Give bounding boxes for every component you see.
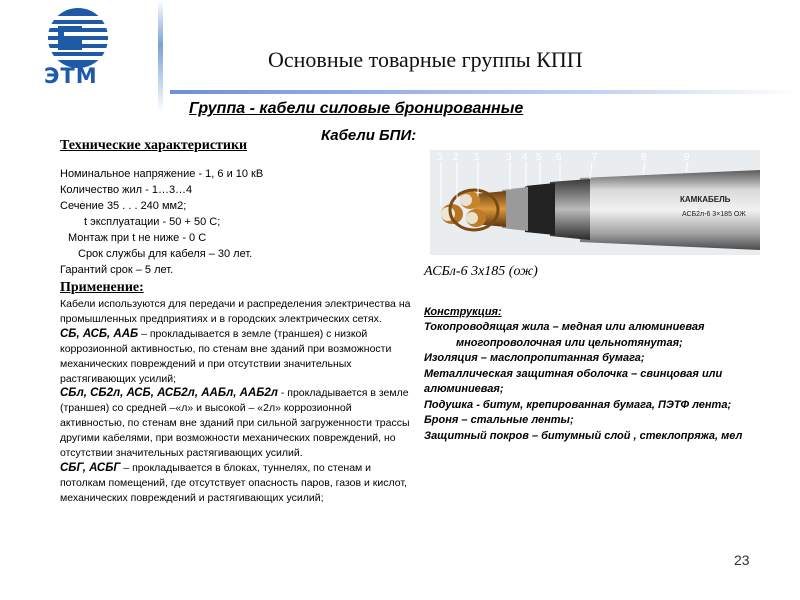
tech-specs-title: Технические характеристики [60,138,248,153]
application-item-name: СБГ, АСБГ [60,461,121,474]
spec-cores: Количество жил - 1…3…4 [60,184,193,196]
header-divider [170,90,800,94]
cable-jacket-marking: АСБ2л-6 3×185 ОЖ [682,211,746,218]
spec-install: Монтаж при t не ниже - 0 С [68,232,207,244]
cable-label: 6 [556,152,562,163]
cable-jacket-brand: КАМКАБЕЛЬ [680,195,731,204]
cable-label: 4 [522,152,528,163]
spec-voltage: Номинальное напряжение - 1, 6 и 10 кВ [60,168,264,180]
construction-line: Броня – стальные ленты; [424,414,574,426]
application-item-text: - прокладывается в земле (траншея) со средней –«л» и высокой – «2л» коррозионной активностью, по стенам вне зданий при сильной загруженности трассы другими кабелями, при возможности механических повреждений, но отсутствии значительных растягивающих усилий. [60,387,410,460]
cable-illustration [430,150,760,255]
page-title: Основные товарные группы КПП [268,47,583,72]
tech-specs-list [60,166,410,278]
cable-label: 2 [453,152,459,163]
application-item [60,386,412,461]
cable-label: 7 [592,152,598,163]
construction-line: Защитный покров – битумный слой , стеклопряжа, мел [424,429,743,442]
cable-caption: АСБл-6 3х185 (ож) [424,264,538,279]
construction-line: многопроволочная или цельнотянутая; [456,336,683,349]
group-title: Группа - кабели силовые бронированные [189,100,524,117]
cable-label: 3 [506,152,512,163]
spec-temp: t эксплуатации - 50 + 50 С; [84,216,221,228]
construction-line: Подушка - битум, крепированная бумага, ПЭТФ лента; [424,398,732,411]
decorative-vertical-strip [158,0,163,112]
application-item-text: – прокладывается в блоках, туннелях, по стенам и потолкам помещений, где отсутствует опасность паров, газов и кислот, механических повреждений и растягивающих усилий; [60,461,407,504]
application-title: Применение: [60,280,144,295]
application-item [60,327,412,387]
spec-section: Сечение 35 . . . 240 мм2; [60,200,187,212]
application-item-name: СБл, СБ2л, АСБ, АСБ2л, ААБл, ААБ2л [60,387,278,400]
application-intro: Кабели используются для передачи и распределения электричества на промышленных предприятиях и в городских электрических сетях. [60,298,411,325]
page-number: 23 [734,552,750,568]
construction-title: Конструкция: [424,306,502,318]
application-item-name: СБ, АСБ, ААБ [60,327,139,340]
spec-warranty: Гарантий срок – 5 лет. [60,264,174,276]
logo-text: ЭТМ [44,64,98,88]
cable-label: 8 [641,152,647,163]
construction-line: Металлическая защитная оболочка – свинцовая или алюминиевая; [424,367,723,395]
cable-label: 9 [684,152,690,163]
cable-label: 5 [536,152,542,163]
application-item-text: – прокладывается в земле (траншея) с низкой коррозионной активностью, по стенам вне зданий при возможности механических повреждений и при отсутствии значительных растягивающих усилий; [60,327,392,385]
cable-label: 1 [474,152,480,163]
construction-line: Токопроводящая жила – медная или алюминиевая [424,321,705,333]
application-item [60,461,412,506]
spec-lifetime: Срок службы для кабеля – 30 лет. [78,248,253,260]
application-body [60,297,412,506]
construction-list [424,320,780,444]
construction-line: Изоляция – маслопропитанная бумага; [424,352,645,364]
cable-label: 3 [437,152,443,163]
cable-subtitle: Кабели БПИ: [321,127,417,144]
